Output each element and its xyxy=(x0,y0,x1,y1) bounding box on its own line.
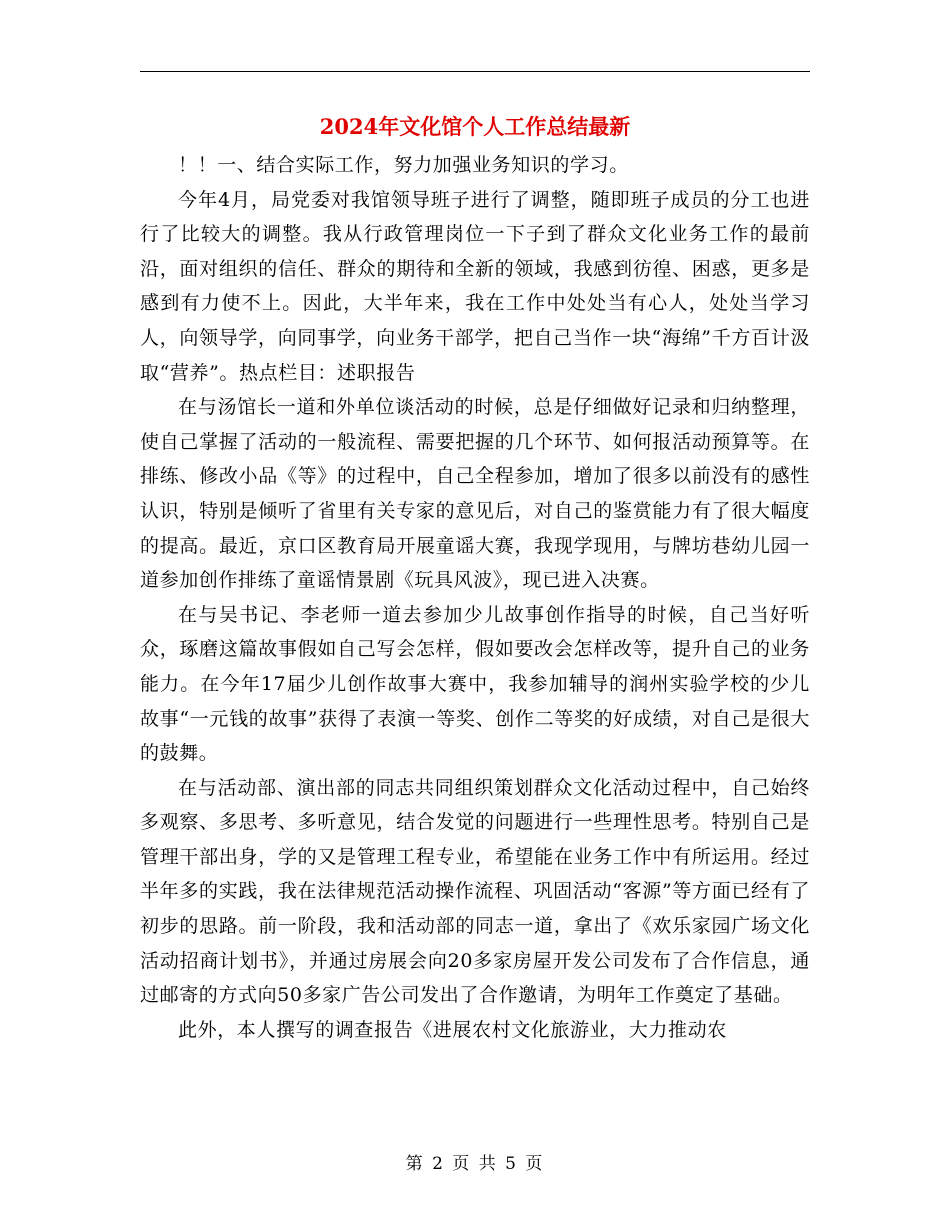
paragraph-4: 在与吴书记、李老师一道去参加少儿故事创作指导的时候，自己当好听众，琢磨这篇故事假如自己写会怎样，假如要改会怎样改等，提升自己的业务能力。在今年17届少儿创作故事大赛中，我参加辅导的润州实验学校的少儿故事“一元钱的故事”获得了表演一等奖、创作二等奖的好成绩，对自己是很大的鼓舞。 xyxy=(140,603,810,765)
paragraph-1: ！！一、结合实际工作，努力加强业务知识的学习。 xyxy=(178,154,629,176)
page-footer: 第 2 页 共 5 页 xyxy=(405,1154,545,1174)
document-title: 2024年文化馆个人工作总结最新 xyxy=(319,114,631,139)
paragraph-6: 此外，本人撰写的调查报告《进展农村文化旅游业，大力推动农 xyxy=(178,1018,727,1041)
paragraph-2: 今年4月，局党委对我馆领导班子进行了调整，随即班子成员的分工也进行了比较大的调整。我从行政管理岗位一下子到了群众文化业务工作的最前沿，面对组织的信任、群众的期待和全新的领域，我感到彷徨、困惑，更多是感到有力使不上。因此，大半年来，我在工作中处处当有心人，处处当学习人，向领导学，向同事学，向业务干部学，把自己当作一块“海绵”千方百计汲取“营养”。热点栏目：述职报告 xyxy=(140,188,810,384)
paragraph-3: 在与汤馆长一道和外单位谈活动的时候，总是仔细做好记录和归纳整理，使自己掌握了活动的一般流程、需要把握的几个环节、如何报活动预算等。在排练、修改小品《等》的过程中，自己全程参加，增加了很多以前没有的感性认识，特别是倾听了省里有关专家的意见后，对自己的鉴赏能力有了很大幅度的提高。最近，京口区教育局开展童谣大赛，我现学现用，与牌坊巷幼儿园一道参加创作排练了童谣情景剧《玩具风波》，现已进入决赛。 xyxy=(140,396,810,592)
document-body xyxy=(140,148,810,1047)
paragraph-5: 在与活动部、演出部的同志共同组织策划群众文化活动过程中，自己始终多观察、多思考、多听意见，结合发觉的问题进行一些理性思考。特别自己是管理干部出身，学的又是管理工程专业，希望能在业务工作中有所运用。经过半年多的实践，我在法律规范活动操作流程、巩固活动“客源”等方面已经有了初步的思路。前一阶段，我和活动部的同志一道，拿出了《欢乐家园广场文化活动招商计划书》，并通过房展会向20多家房屋开发公司发布了合作信息，通过邮寄的方式向50多家广告公司发出了合作邀请，为明年工作奠定了基础。 xyxy=(140,776,810,1007)
header-rule xyxy=(140,71,810,72)
